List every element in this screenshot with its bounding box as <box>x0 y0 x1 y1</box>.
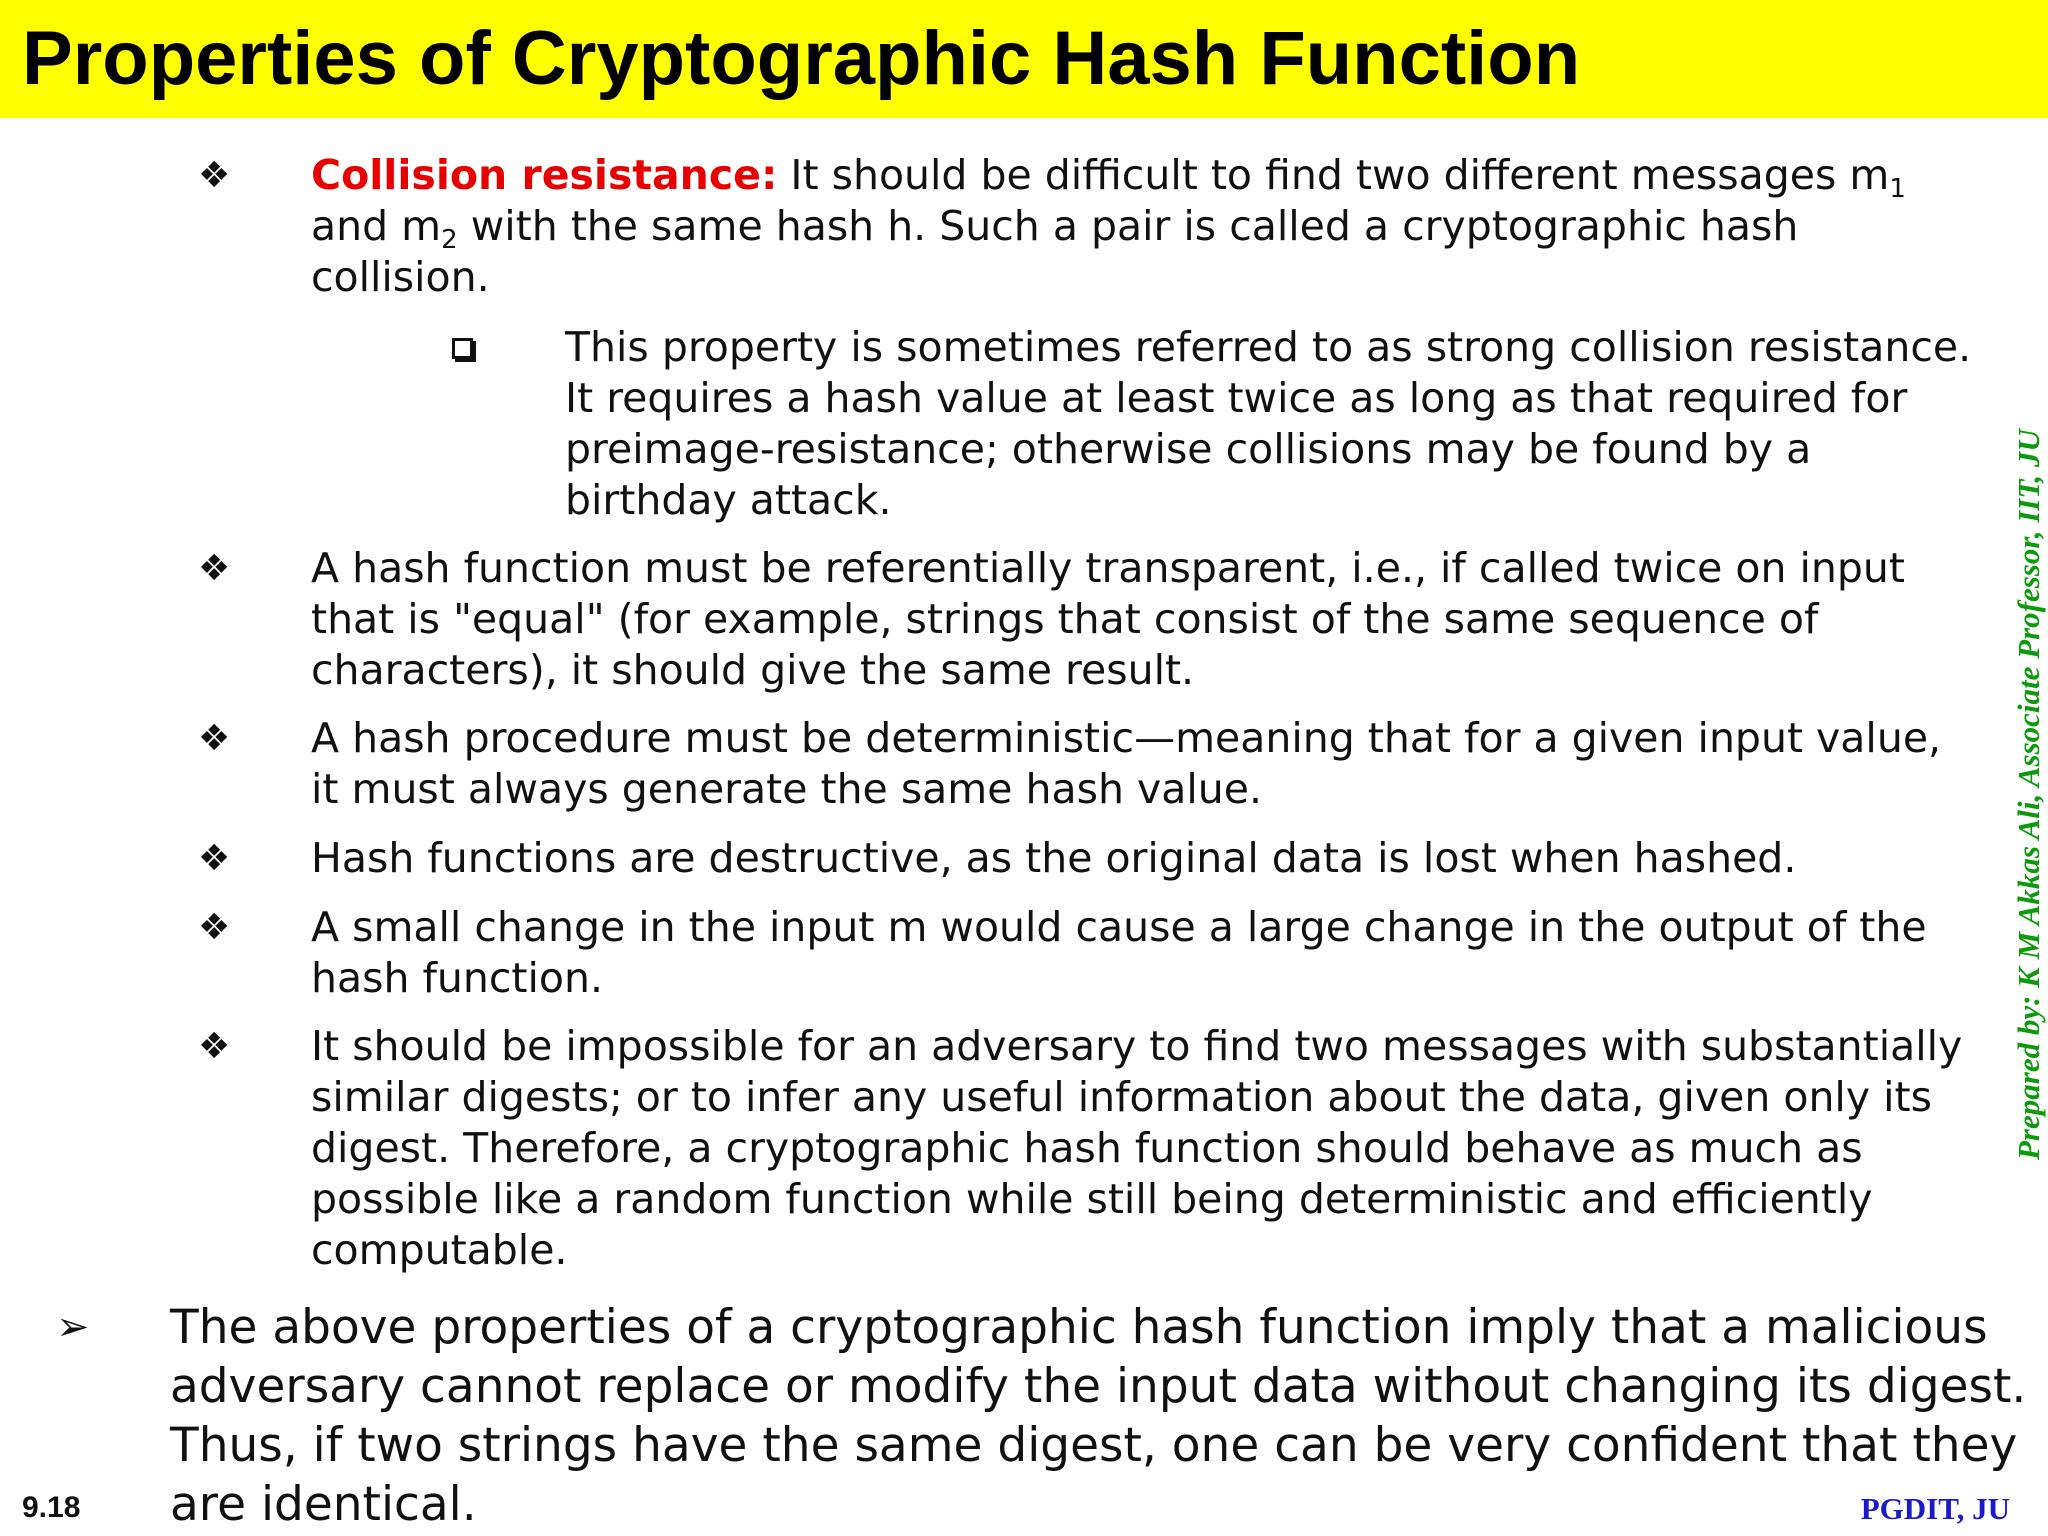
bullet-text: A hash function must be referentially transparent, i.e., if called twice on input that is "equal" (for example, strings that consist of the same sequence of characters), it should give the same result. <box>311 544 1905 694</box>
bullet-text: It should be impossible for an adversary to find two messages with substantially similar digests; or to infer any useful information about the data, given only its digest. Therefore, a cryptographic hash function should behave as much as possible like a random function while still being deterministic and efficiently computable. <box>311 1022 1963 1274</box>
diamond-bullet-icon: ❖ <box>198 548 231 589</box>
arrow-bullet-icon: ➢ <box>56 1304 90 1350</box>
title-bar <box>0 0 2048 118</box>
bullet-text-part: and m <box>311 202 442 250</box>
diamond-bullet-icon: ❖ <box>198 907 231 948</box>
bullet-text: A hash procedure must be deterministic—meaning that for a given input value, it must always generate the same hash value. <box>311 714 1942 813</box>
bullet-text <box>311 150 1978 303</box>
bullet-text: Hash functions are destructive, as the original data is lost when hashed. <box>311 834 1797 882</box>
diamond-bullet-icon: ❖ <box>198 838 231 879</box>
bullet-text: A small change in the input m would cause a large change in the output of the hash function. <box>311 903 1927 1002</box>
square-bullet-icon <box>452 322 473 373</box>
subscript: 2 <box>441 225 458 255</box>
conclusion-text: The above properties of a cryptographic hash function imply that a malicious adversary cannot replace or modify the input data without changing its digest. Thus, if two strings have the same digest, one can be very confident that they are identical. <box>170 1300 2027 1532</box>
slide-number: 9.18 <box>22 1491 81 1524</box>
footer-label: PGDIT, JU <box>1860 1491 2010 1526</box>
diamond-bullet-icon: ❖ <box>198 1026 231 1067</box>
highlight-term: Collision resistance: <box>311 151 778 199</box>
diamond-bullet-icon: ❖ <box>198 155 231 196</box>
bullet-text-part: with the same hash h. Such a pair is called a cryptographic hash collision. <box>311 202 1799 301</box>
bullet-text-part: It should be difficult to find two different messages m <box>777 151 1890 199</box>
slide-title: Properties of Cryptographic Hash Function <box>22 16 1581 101</box>
diamond-bullet-icon: ❖ <box>198 718 231 759</box>
subscript: 1 <box>1889 174 1906 204</box>
bullet-text: This property is sometimes referred to as strong collision resistance. It requires a hash value at least twice as long as that required for preimage-resistance; otherwise collisions may be found by a birthday attack. <box>565 323 1972 524</box>
side-credit: Prepared by: K M Akkas Ali, Associate Professor, IIT, JU <box>2011 429 2046 1160</box>
